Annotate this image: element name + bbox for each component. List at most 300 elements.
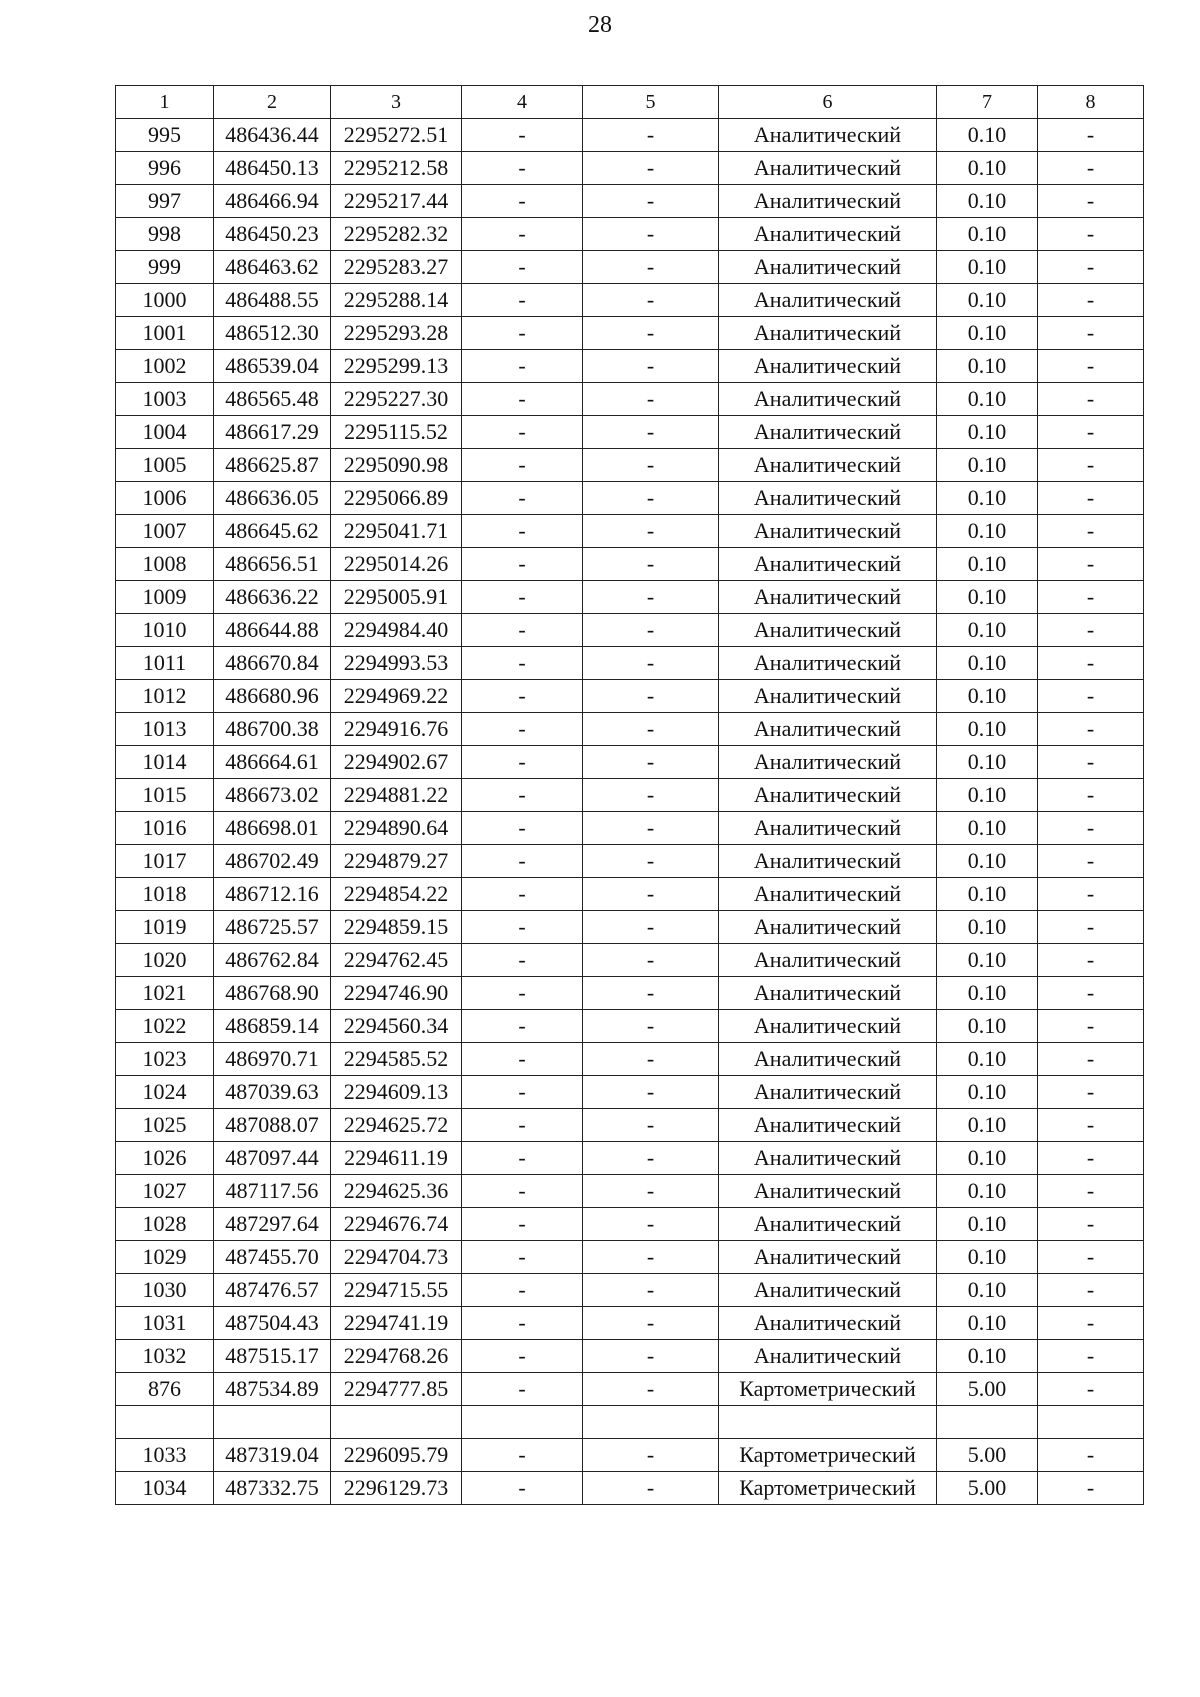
col5-cell: - xyxy=(583,845,719,878)
point-number-cell: 1014 xyxy=(116,746,214,779)
point-number-cell: 1016 xyxy=(116,812,214,845)
y-coordinate-cell: 2294854.22 xyxy=(331,878,462,911)
col5-cell xyxy=(583,1406,719,1439)
accuracy-cell: 0.10 xyxy=(937,1109,1038,1142)
col8-cell: - xyxy=(1038,1010,1144,1043)
accuracy-cell: 5.00 xyxy=(937,1472,1038,1505)
table-row xyxy=(116,416,1144,449)
point-number-cell: 1018 xyxy=(116,878,214,911)
col5-cell: - xyxy=(583,416,719,449)
table-row xyxy=(116,515,1144,548)
col8-cell: - xyxy=(1038,1043,1144,1076)
accuracy-cell: 0.10 xyxy=(937,1274,1038,1307)
point-number-cell xyxy=(116,1406,214,1439)
col5-cell: - xyxy=(583,581,719,614)
coordinates-table xyxy=(115,85,1144,1505)
table-row xyxy=(116,1043,1144,1076)
col5-cell: - xyxy=(583,680,719,713)
x-coordinate-cell: 486670.84 xyxy=(214,647,331,680)
method-cell: Аналитический xyxy=(719,350,937,383)
point-number-cell: 1009 xyxy=(116,581,214,614)
col4-cell: - xyxy=(462,1076,583,1109)
accuracy-cell: 0.10 xyxy=(937,548,1038,581)
point-number-cell: 995 xyxy=(116,119,214,152)
col4-cell: - xyxy=(462,515,583,548)
col8-cell: - xyxy=(1038,1439,1144,1472)
y-coordinate-cell: 2294969.22 xyxy=(331,680,462,713)
accuracy-cell: 0.10 xyxy=(937,944,1038,977)
x-coordinate-cell: 486625.87 xyxy=(214,449,331,482)
col4-cell: - xyxy=(462,251,583,284)
x-coordinate-cell: 486768.90 xyxy=(214,977,331,1010)
col8-cell: - xyxy=(1038,878,1144,911)
x-coordinate-cell: 486436.44 xyxy=(214,119,331,152)
col5-cell: - xyxy=(583,548,719,581)
accuracy-cell: 0.10 xyxy=(937,1241,1038,1274)
method-cell: Картометрический xyxy=(719,1472,937,1505)
point-number-cell: 1013 xyxy=(116,713,214,746)
accuracy-cell: 0.10 xyxy=(937,1175,1038,1208)
col8-cell: - xyxy=(1038,680,1144,713)
x-coordinate-cell: 486617.29 xyxy=(214,416,331,449)
point-number-cell: 1015 xyxy=(116,779,214,812)
table-row xyxy=(116,1010,1144,1043)
table-row xyxy=(116,746,1144,779)
col8-cell: - xyxy=(1038,845,1144,878)
col5-cell: - xyxy=(583,1109,719,1142)
y-coordinate-cell: 2294984.40 xyxy=(331,614,462,647)
accuracy-cell: 0.10 xyxy=(937,680,1038,713)
y-coordinate-cell: 2295014.26 xyxy=(331,548,462,581)
y-coordinate-cell: 2295283.27 xyxy=(331,251,462,284)
x-coordinate-cell: 486725.57 xyxy=(214,911,331,944)
point-number-cell: 1031 xyxy=(116,1307,214,1340)
point-number-cell: 1026 xyxy=(116,1142,214,1175)
col5-cell: - xyxy=(583,119,719,152)
accuracy-cell: 0.10 xyxy=(937,1208,1038,1241)
y-coordinate-cell: 2295115.52 xyxy=(331,416,462,449)
table-row xyxy=(116,284,1144,317)
y-coordinate-cell: 2294879.27 xyxy=(331,845,462,878)
col4-cell: - xyxy=(462,1175,583,1208)
accuracy-cell: 5.00 xyxy=(937,1373,1038,1406)
col8-cell: - xyxy=(1038,152,1144,185)
col5-cell: - xyxy=(583,449,719,482)
x-coordinate-cell: 486762.84 xyxy=(214,944,331,977)
y-coordinate-cell: 2294859.15 xyxy=(331,911,462,944)
method-cell: Аналитический xyxy=(719,317,937,350)
x-coordinate-cell: 486450.23 xyxy=(214,218,331,251)
col5-cell: - xyxy=(583,1373,719,1406)
table-row xyxy=(116,977,1144,1010)
y-coordinate-cell: 2294741.19 xyxy=(331,1307,462,1340)
col5-cell: - xyxy=(583,977,719,1010)
point-number-cell: 1033 xyxy=(116,1439,214,1472)
method-cell: Аналитический xyxy=(719,1076,937,1109)
col5-cell: - xyxy=(583,317,719,350)
y-coordinate-cell: 2295227.30 xyxy=(331,383,462,416)
x-coordinate-cell: 487504.43 xyxy=(214,1307,331,1340)
col4-cell: - xyxy=(462,713,583,746)
y-coordinate-cell: 2294993.53 xyxy=(331,647,462,680)
col8-cell: - xyxy=(1038,383,1144,416)
col8-cell: - xyxy=(1038,1472,1144,1505)
point-number-cell: 1000 xyxy=(116,284,214,317)
table-row xyxy=(116,1472,1144,1505)
table-row xyxy=(116,911,1144,944)
method-cell: Аналитический xyxy=(719,1109,937,1142)
point-number-cell: 1034 xyxy=(116,1472,214,1505)
col4-cell: - xyxy=(462,1340,583,1373)
table-row xyxy=(116,1307,1144,1340)
x-coordinate-cell: 486702.49 xyxy=(214,845,331,878)
y-coordinate-cell: 2295299.13 xyxy=(331,350,462,383)
col8-cell: - xyxy=(1038,350,1144,383)
table-row xyxy=(116,119,1144,152)
x-coordinate-cell: 487455.70 xyxy=(214,1241,331,1274)
method-cell: Аналитический xyxy=(719,746,937,779)
col5-cell: - xyxy=(583,944,719,977)
y-coordinate-cell: 2295212.58 xyxy=(331,152,462,185)
accuracy-cell: 0.10 xyxy=(937,581,1038,614)
col5-cell: - xyxy=(583,647,719,680)
accuracy-cell: 0.10 xyxy=(937,779,1038,812)
accuracy-cell: 0.10 xyxy=(937,251,1038,284)
y-coordinate-cell: 2294704.73 xyxy=(331,1241,462,1274)
table-row xyxy=(116,581,1144,614)
col8-cell: - xyxy=(1038,614,1144,647)
y-coordinate-cell: 2296129.73 xyxy=(331,1472,462,1505)
method-cell: Аналитический xyxy=(719,1241,937,1274)
table-row xyxy=(116,1406,1144,1439)
col4-cell: - xyxy=(462,383,583,416)
point-number-cell: 997 xyxy=(116,185,214,218)
method-cell: Аналитический xyxy=(719,152,937,185)
y-coordinate-cell: 2295217.44 xyxy=(331,185,462,218)
y-coordinate-cell: 2294881.22 xyxy=(331,779,462,812)
table-body xyxy=(116,86,1144,1505)
table-row xyxy=(116,1241,1144,1274)
method-cell: Аналитический xyxy=(719,614,937,647)
col8-cell: - xyxy=(1038,944,1144,977)
point-number-cell: 1020 xyxy=(116,944,214,977)
col8-cell: - xyxy=(1038,218,1144,251)
x-coordinate-cell: 486859.14 xyxy=(214,1010,331,1043)
x-coordinate-cell: 486636.05 xyxy=(214,482,331,515)
table-row xyxy=(116,878,1144,911)
col5-cell: - xyxy=(583,383,719,416)
method-cell: Аналитический xyxy=(719,647,937,680)
table-row xyxy=(116,680,1144,713)
table-row xyxy=(116,350,1144,383)
table-row xyxy=(116,152,1144,185)
table-row xyxy=(116,251,1144,284)
col4-cell: - xyxy=(462,1043,583,1076)
accuracy-cell: 5.00 xyxy=(937,1439,1038,1472)
y-coordinate-cell: 2294585.52 xyxy=(331,1043,462,1076)
col5-cell: - xyxy=(583,152,719,185)
col8-cell: - xyxy=(1038,977,1144,1010)
table-row xyxy=(116,449,1144,482)
accuracy-cell: 0.10 xyxy=(937,482,1038,515)
col5-cell: - xyxy=(583,746,719,779)
point-number-cell: 1010 xyxy=(116,614,214,647)
col4-cell: - xyxy=(462,350,583,383)
x-coordinate-cell: 486970.71 xyxy=(214,1043,331,1076)
col4-cell: - xyxy=(462,911,583,944)
col8-cell: - xyxy=(1038,416,1144,449)
x-coordinate-cell: 486565.48 xyxy=(214,383,331,416)
method-cell: Аналитический xyxy=(719,251,937,284)
col4-cell: - xyxy=(462,1307,583,1340)
table-row xyxy=(116,1208,1144,1241)
col4-cell: - xyxy=(462,1439,583,1472)
table-row xyxy=(116,614,1144,647)
col4-cell: - xyxy=(462,614,583,647)
col8-cell: - xyxy=(1038,482,1144,515)
col5-cell: - xyxy=(583,482,719,515)
point-number-cell: 1006 xyxy=(116,482,214,515)
col8-cell: - xyxy=(1038,284,1144,317)
accuracy-cell: 0.10 xyxy=(937,449,1038,482)
table-row xyxy=(116,482,1144,515)
table-row xyxy=(116,779,1144,812)
y-coordinate-cell: 2295041.71 xyxy=(331,515,462,548)
y-coordinate-cell: 2294611.19 xyxy=(331,1142,462,1175)
x-coordinate-cell: 487117.56 xyxy=(214,1175,331,1208)
col5-cell: - xyxy=(583,515,719,548)
point-number-cell: 1017 xyxy=(116,845,214,878)
method-cell: Аналитический xyxy=(719,185,937,218)
y-coordinate-cell: 2294746.90 xyxy=(331,977,462,1010)
col4-cell: - xyxy=(462,812,583,845)
col5-cell: - xyxy=(583,1307,719,1340)
accuracy-cell: 0.10 xyxy=(937,845,1038,878)
y-coordinate-cell: 2294890.64 xyxy=(331,812,462,845)
x-coordinate-cell: 486463.62 xyxy=(214,251,331,284)
point-number-cell: 999 xyxy=(116,251,214,284)
col4-cell: - xyxy=(462,152,583,185)
point-number-cell: 1007 xyxy=(116,515,214,548)
col4-cell: - xyxy=(462,878,583,911)
col4-cell: - xyxy=(462,647,583,680)
col8-cell: - xyxy=(1038,1142,1144,1175)
method-cell: Аналитический xyxy=(719,284,937,317)
accuracy-cell: 0.10 xyxy=(937,1340,1038,1373)
y-coordinate-cell: 2294777.85 xyxy=(331,1373,462,1406)
x-coordinate-cell: 486466.94 xyxy=(214,185,331,218)
col8-cell: - xyxy=(1038,449,1144,482)
point-number-cell: 1003 xyxy=(116,383,214,416)
x-coordinate-cell: 486700.38 xyxy=(214,713,331,746)
col4-cell: - xyxy=(462,1109,583,1142)
point-number-cell: 1023 xyxy=(116,1043,214,1076)
accuracy-cell: 0.10 xyxy=(937,515,1038,548)
x-coordinate-cell: 487515.17 xyxy=(214,1340,331,1373)
method-cell: Аналитический xyxy=(719,944,937,977)
accuracy-cell: 0.10 xyxy=(937,383,1038,416)
col5-cell: - xyxy=(583,1076,719,1109)
y-coordinate-cell: 2295293.28 xyxy=(331,317,462,350)
table-row xyxy=(116,1175,1144,1208)
method-cell: Аналитический xyxy=(719,713,937,746)
col5-cell: - xyxy=(583,1439,719,1472)
y-coordinate-cell: 2294715.55 xyxy=(331,1274,462,1307)
x-coordinate-cell: 486680.96 xyxy=(214,680,331,713)
method-cell: Аналитический xyxy=(719,416,937,449)
accuracy-cell: 0.10 xyxy=(937,119,1038,152)
y-coordinate-cell: 2295090.98 xyxy=(331,449,462,482)
x-coordinate-cell: 486712.16 xyxy=(214,878,331,911)
col4-cell: - xyxy=(462,548,583,581)
col4-cell xyxy=(462,1406,583,1439)
accuracy-cell: 0.10 xyxy=(937,1010,1038,1043)
col4-cell: - xyxy=(462,1373,583,1406)
method-cell: Аналитический xyxy=(719,119,937,152)
accuracy-cell: 0.10 xyxy=(937,878,1038,911)
x-coordinate-cell: 487039.63 xyxy=(214,1076,331,1109)
x-coordinate-cell: 487332.75 xyxy=(214,1472,331,1505)
method-cell: Картометрический xyxy=(719,1439,937,1472)
col4-cell: - xyxy=(462,185,583,218)
col5-cell: - xyxy=(583,812,719,845)
column-header: 6 xyxy=(719,86,937,119)
point-number-cell: 1002 xyxy=(116,350,214,383)
y-coordinate-cell: 2294902.67 xyxy=(331,746,462,779)
accuracy-cell: 0.10 xyxy=(937,812,1038,845)
x-coordinate-cell: 486664.61 xyxy=(214,746,331,779)
y-coordinate-cell: 2295288.14 xyxy=(331,284,462,317)
y-coordinate-cell: 2294625.36 xyxy=(331,1175,462,1208)
column-header: 7 xyxy=(937,86,1038,119)
table-row xyxy=(116,548,1144,581)
method-cell: Аналитический xyxy=(719,680,937,713)
col4-cell: - xyxy=(462,581,583,614)
y-coordinate-cell: 2295282.32 xyxy=(331,218,462,251)
x-coordinate-cell: 487534.89 xyxy=(214,1373,331,1406)
x-coordinate-cell: 487097.44 xyxy=(214,1142,331,1175)
point-number-cell: 1004 xyxy=(116,416,214,449)
table-row xyxy=(116,845,1144,878)
method-cell: Аналитический xyxy=(719,1175,937,1208)
col8-cell: - xyxy=(1038,515,1144,548)
col4-cell: - xyxy=(462,449,583,482)
col4-cell: - xyxy=(462,746,583,779)
point-number-cell: 1005 xyxy=(116,449,214,482)
col8-cell: - xyxy=(1038,1076,1144,1109)
accuracy-cell: 0.10 xyxy=(937,1076,1038,1109)
col5-cell: - xyxy=(583,1208,719,1241)
y-coordinate-cell xyxy=(331,1406,462,1439)
col4-cell: - xyxy=(462,977,583,1010)
column-header: 4 xyxy=(462,86,583,119)
method-cell: Аналитический xyxy=(719,977,937,1010)
point-number-cell: 998 xyxy=(116,218,214,251)
accuracy-cell: 0.10 xyxy=(937,647,1038,680)
table-row xyxy=(116,1076,1144,1109)
accuracy-cell: 0.10 xyxy=(937,152,1038,185)
col5-cell: - xyxy=(583,251,719,284)
accuracy-cell xyxy=(937,1406,1038,1439)
col8-cell: - xyxy=(1038,548,1144,581)
method-cell: Аналитический xyxy=(719,515,937,548)
col8-cell: - xyxy=(1038,1373,1144,1406)
x-coordinate-cell: 486673.02 xyxy=(214,779,331,812)
table-row xyxy=(116,218,1144,251)
method-cell: Аналитический xyxy=(719,911,937,944)
accuracy-cell: 0.10 xyxy=(937,1142,1038,1175)
method-cell: Аналитический xyxy=(719,812,937,845)
point-number-cell: 1032 xyxy=(116,1340,214,1373)
col8-cell: - xyxy=(1038,1109,1144,1142)
point-number-cell: 1029 xyxy=(116,1241,214,1274)
col8-cell: - xyxy=(1038,647,1144,680)
y-coordinate-cell: 2295066.89 xyxy=(331,482,462,515)
col5-cell: - xyxy=(583,1241,719,1274)
table-row xyxy=(116,812,1144,845)
col8-cell: - xyxy=(1038,317,1144,350)
column-header: 2 xyxy=(214,86,331,119)
col4-cell: - xyxy=(462,284,583,317)
y-coordinate-cell: 2294916.76 xyxy=(331,713,462,746)
accuracy-cell: 0.10 xyxy=(937,1043,1038,1076)
x-coordinate-cell: 486656.51 xyxy=(214,548,331,581)
accuracy-cell: 0.10 xyxy=(937,317,1038,350)
col4-cell: - xyxy=(462,1142,583,1175)
method-cell: Аналитический xyxy=(719,548,937,581)
y-coordinate-cell: 2294625.72 xyxy=(331,1109,462,1142)
col8-cell: - xyxy=(1038,911,1144,944)
x-coordinate-cell: 487088.07 xyxy=(214,1109,331,1142)
point-number-cell: 1011 xyxy=(116,647,214,680)
y-coordinate-cell: 2294609.13 xyxy=(331,1076,462,1109)
x-coordinate-cell: 486512.30 xyxy=(214,317,331,350)
point-number-cell: 1030 xyxy=(116,1274,214,1307)
col5-cell: - xyxy=(583,713,719,746)
accuracy-cell: 0.10 xyxy=(937,746,1038,779)
table-row xyxy=(116,1274,1144,1307)
col8-cell: - xyxy=(1038,1274,1144,1307)
y-coordinate-cell: 2295272.51 xyxy=(331,119,462,152)
table-row xyxy=(116,1142,1144,1175)
col5-cell: - xyxy=(583,779,719,812)
method-cell: Аналитический xyxy=(719,383,937,416)
accuracy-cell: 0.10 xyxy=(937,977,1038,1010)
col5-cell: - xyxy=(583,350,719,383)
accuracy-cell: 0.10 xyxy=(937,713,1038,746)
table-row xyxy=(116,713,1144,746)
x-coordinate-cell: 486636.22 xyxy=(214,581,331,614)
col5-cell: - xyxy=(583,1340,719,1373)
col5-cell: - xyxy=(583,1472,719,1505)
table-row xyxy=(116,1373,1144,1406)
col5-cell: - xyxy=(583,1043,719,1076)
col4-cell: - xyxy=(462,482,583,515)
y-coordinate-cell: 2294768.26 xyxy=(331,1340,462,1373)
point-number-cell: 1022 xyxy=(116,1010,214,1043)
col5-cell: - xyxy=(583,911,719,944)
col5-cell: - xyxy=(583,218,719,251)
table-row xyxy=(116,317,1144,350)
method-cell: Аналитический xyxy=(719,1307,937,1340)
col8-cell: - xyxy=(1038,1175,1144,1208)
x-coordinate-cell: 486645.62 xyxy=(214,515,331,548)
table-row xyxy=(116,185,1144,218)
y-coordinate-cell: 2294676.74 xyxy=(331,1208,462,1241)
method-cell: Аналитический xyxy=(719,449,937,482)
y-coordinate-cell: 2295005.91 xyxy=(331,581,462,614)
method-cell: Аналитический xyxy=(719,1340,937,1373)
